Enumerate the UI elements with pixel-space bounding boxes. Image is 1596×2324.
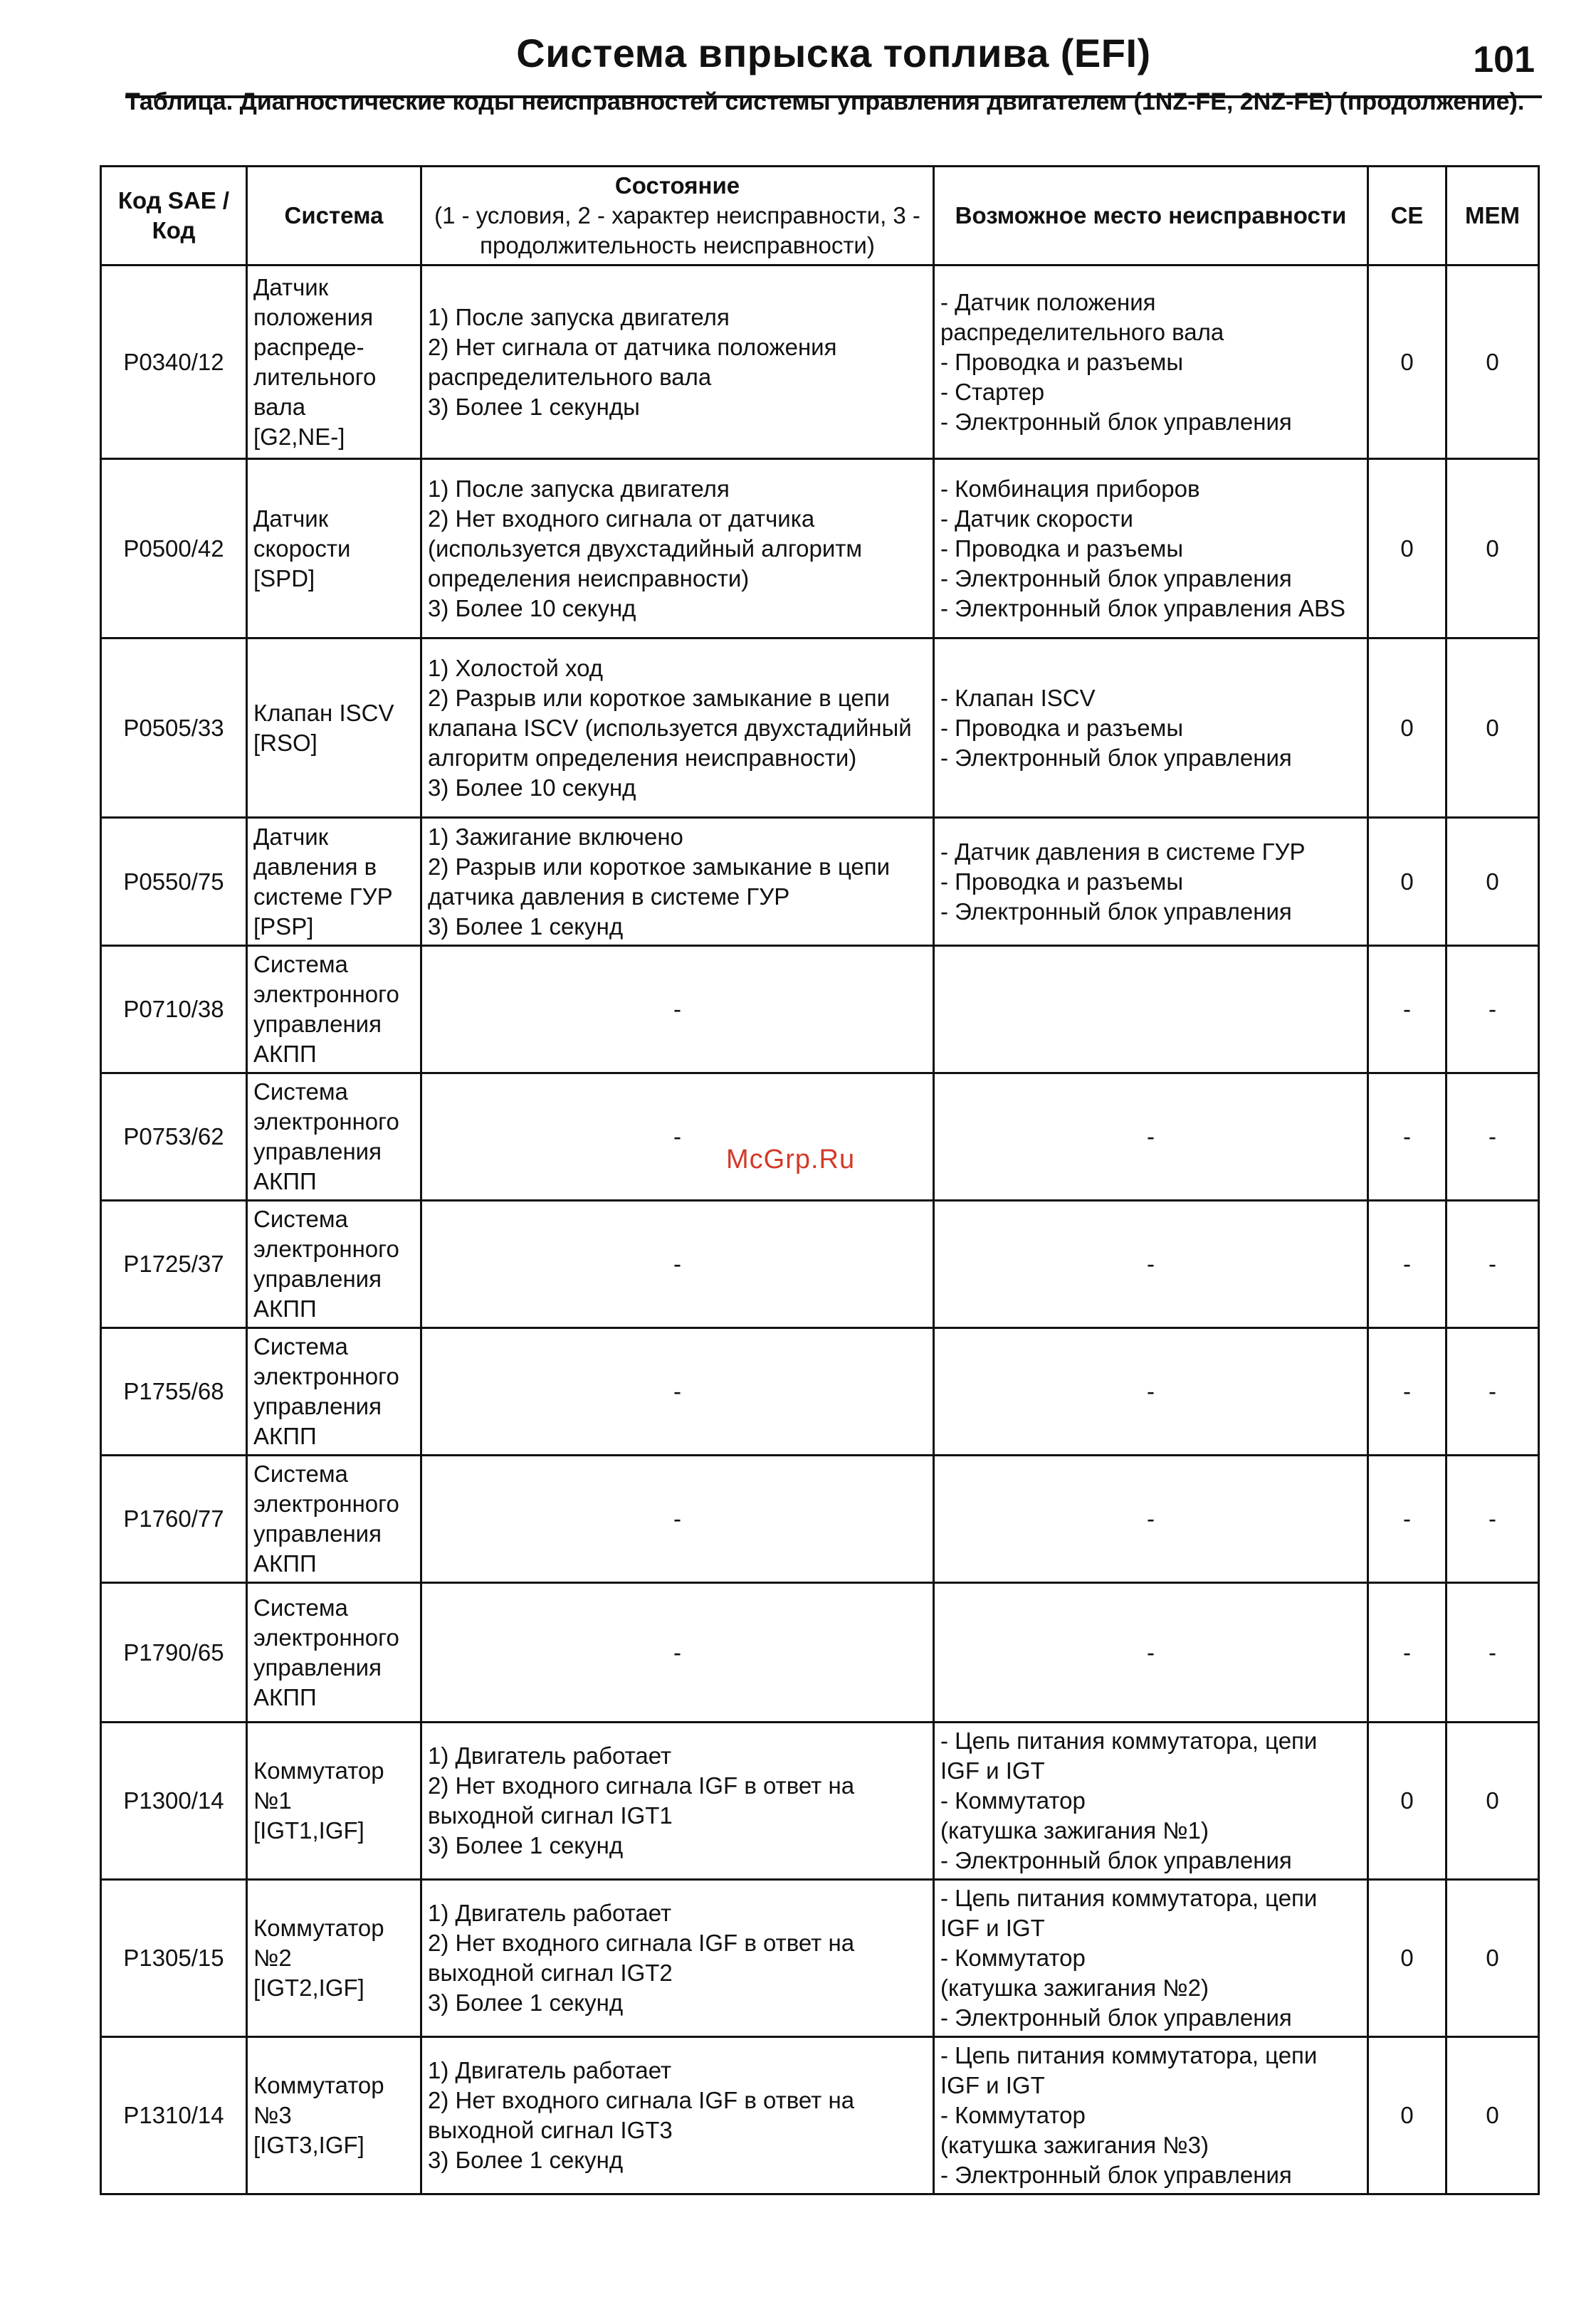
cell-system bbox=[247, 459, 421, 638]
cell-condition bbox=[421, 1880, 934, 2037]
cell-ce: - bbox=[1368, 1456, 1447, 1583]
cell-code: P1305/15 bbox=[101, 1880, 247, 2037]
cell-mem: 0 bbox=[1447, 638, 1539, 818]
cell-condition bbox=[421, 818, 934, 946]
system-line: Датчик bbox=[253, 505, 329, 532]
condition-line: - bbox=[673, 1123, 681, 1150]
place-line: - bbox=[1147, 1378, 1155, 1404]
system-line: Система bbox=[253, 1333, 348, 1360]
place-line: - Цепь питания коммутатора, цепи IGF и IGT bbox=[940, 2042, 1318, 2098]
condition-line: 1) Двигатель работает bbox=[428, 1900, 672, 1926]
place-line: - Коммутатор bbox=[940, 1945, 1086, 1971]
cell-condition bbox=[421, 459, 934, 638]
system-line: №2 bbox=[253, 1945, 292, 1971]
cell-system bbox=[247, 1073, 421, 1201]
cell-ce: 0 bbox=[1368, 1880, 1447, 2037]
system-line: лительного bbox=[253, 363, 377, 390]
place-line: - Цепь питания коммутатора, цепи IGF и IGT bbox=[940, 1728, 1318, 1784]
cell-condition bbox=[421, 1328, 934, 1456]
place-line: - Комбинация приборов bbox=[940, 475, 1200, 502]
condition-line: - bbox=[673, 1378, 681, 1404]
table-row bbox=[101, 1880, 1539, 2037]
system-line: Датчик bbox=[253, 823, 329, 850]
cell-system bbox=[247, 1583, 421, 1723]
system-line: АКПП bbox=[253, 1423, 317, 1449]
cell-code: P0500/42 bbox=[101, 459, 247, 638]
system-line: управления bbox=[253, 1520, 382, 1547]
cell-code: P1725/37 bbox=[101, 1201, 247, 1328]
cell-mem: 0 bbox=[1447, 1723, 1539, 1880]
condition-line: 2) Разрыв или короткое замыкание в цепи датчика давления в системе ГУР bbox=[428, 853, 891, 910]
place-line: - Электронный блок управления bbox=[940, 744, 1292, 771]
system-line: давления в bbox=[253, 853, 377, 880]
dtc-table bbox=[100, 165, 1540, 2195]
cell-system bbox=[247, 265, 421, 459]
cell-condition bbox=[421, 1073, 934, 1201]
place-line: - bbox=[1147, 1123, 1155, 1150]
cell-system bbox=[247, 818, 421, 946]
place-line: - Коммутатор bbox=[940, 2102, 1086, 2128]
page-number: 101 bbox=[1473, 39, 1535, 80]
cell-place bbox=[934, 1328, 1368, 1456]
condition-line: 3) Более 1 секунд bbox=[428, 913, 624, 940]
system-line: электронного bbox=[253, 1108, 399, 1135]
cell-place bbox=[934, 638, 1368, 818]
place-line: - Электронный блок управления ABS bbox=[940, 594, 1345, 621]
system-line: Коммутатор bbox=[253, 2072, 384, 2098]
table-row bbox=[101, 818, 1539, 946]
col-header-system: Система bbox=[247, 167, 421, 265]
cell-ce: - bbox=[1368, 1073, 1447, 1201]
cell-code: P0340/12 bbox=[101, 265, 247, 459]
system-line: электронного bbox=[253, 1624, 399, 1651]
system-line: Клапан ISCV bbox=[253, 699, 394, 726]
cell-system bbox=[247, 1328, 421, 1456]
place-line: - Клапан ISCV bbox=[940, 684, 1096, 711]
condition-line: 3) Более 1 секунд bbox=[428, 1989, 624, 2016]
cell-ce: 0 bbox=[1368, 818, 1447, 946]
table-row bbox=[101, 1328, 1539, 1456]
col-header-condition-sub: (1 - условия, 2 - характер неисправности, 3 - продолжительность неисправности) bbox=[434, 202, 920, 258]
cell-mem: - bbox=[1447, 946, 1539, 1073]
condition-line: - bbox=[673, 1251, 681, 1277]
condition-line: 3) Более 1 секунды bbox=[428, 393, 640, 420]
system-line: [IGT3,IGF] bbox=[253, 2132, 364, 2158]
place-line: - Проводка и разъемы bbox=[940, 348, 1184, 375]
system-line: электронного bbox=[253, 1490, 399, 1517]
cell-mem: - bbox=[1447, 1201, 1539, 1328]
cell-code: P1310/14 bbox=[101, 2037, 247, 2194]
cell-ce: 0 bbox=[1368, 265, 1447, 459]
place-line: - Датчик положения распределительного вала bbox=[940, 288, 1224, 345]
system-line: [SPD] bbox=[253, 564, 315, 591]
table-header-row bbox=[101, 167, 1539, 265]
place-line: - Цепь питания коммутатора, цепи IGF и IGT bbox=[940, 1885, 1318, 1941]
col-header-mem: MEM bbox=[1447, 167, 1539, 265]
cell-system bbox=[247, 1880, 421, 2037]
cell-condition bbox=[421, 1201, 934, 1328]
cell-mem: - bbox=[1447, 1456, 1539, 1583]
cell-system bbox=[247, 638, 421, 818]
dtc-table-wrapper bbox=[100, 165, 1538, 2195]
system-line: управления bbox=[253, 1393, 382, 1419]
col-header-code: Код SAE / Код bbox=[101, 167, 247, 265]
condition-line: 2) Нет входного сигнала IGF в ответ на выходной сигнал IGT1 bbox=[428, 1772, 855, 1829]
place-line: - Электронный блок управления bbox=[940, 898, 1292, 925]
system-line: Коммутатор bbox=[253, 1915, 384, 1941]
system-line: №1 bbox=[253, 1787, 292, 1814]
system-line: [IGT2,IGF] bbox=[253, 1975, 364, 2001]
condition-line: 2) Нет сигнала от датчика положения распределительного вала bbox=[428, 333, 837, 390]
cell-code: P0505/33 bbox=[101, 638, 247, 818]
condition-line: - bbox=[673, 1505, 681, 1532]
table-row bbox=[101, 1583, 1539, 1723]
system-line: управления bbox=[253, 1011, 382, 1037]
cell-mem: 0 bbox=[1447, 2037, 1539, 2194]
system-line: управления bbox=[253, 1653, 382, 1681]
col-header-place: Возможное место неисправности bbox=[934, 167, 1368, 265]
condition-line: 2) Разрыв или короткое замыкание в цепи клапана ISCV (используется двухстадийный алгоритм определения неисправности) bbox=[428, 684, 912, 771]
place-line: (катушка зажигания №3) bbox=[940, 2132, 1209, 2158]
place-line: (катушка зажигания №2) bbox=[940, 1975, 1209, 2001]
cell-place bbox=[934, 818, 1368, 946]
system-line: системе ГУР bbox=[253, 883, 393, 910]
condition-line: 3) Более 1 секунд bbox=[428, 1832, 624, 1858]
condition-line: 1) После запуска двигателя bbox=[428, 475, 730, 502]
cell-code: P1760/77 bbox=[101, 1456, 247, 1583]
condition-line: 1) Зажигание включено bbox=[428, 823, 683, 850]
table-row bbox=[101, 1073, 1539, 1201]
place-line: - Стартер bbox=[940, 378, 1045, 405]
cell-place bbox=[934, 1583, 1368, 1723]
cell-ce: - bbox=[1368, 1201, 1447, 1328]
cell-place bbox=[934, 1456, 1368, 1583]
cell-place bbox=[934, 1201, 1368, 1328]
place-line: - Электронный блок управления bbox=[940, 2162, 1292, 2188]
table-row bbox=[101, 265, 1539, 459]
cell-ce: - bbox=[1368, 946, 1447, 1073]
cell-place bbox=[934, 2037, 1368, 2194]
cell-ce: 0 bbox=[1368, 638, 1447, 818]
system-line: Система bbox=[253, 1078, 348, 1105]
place-line: - Электронный блок управления bbox=[940, 408, 1292, 435]
condition-line: 3) Более 10 секунд bbox=[428, 594, 636, 621]
cell-mem: - bbox=[1447, 1073, 1539, 1201]
cell-mem: 0 bbox=[1447, 1880, 1539, 2037]
condition-line: 1) Двигатель работает bbox=[428, 1742, 672, 1769]
system-line: АКПП bbox=[253, 1550, 317, 1577]
table-caption: Таблица. Диагностические коды неисправностей системы управления двигателем (1NZ-FE, 2NZ-FE) (продолжение). bbox=[125, 88, 1525, 115]
system-line: [RSO] bbox=[253, 729, 317, 756]
cell-place bbox=[934, 1073, 1368, 1201]
table-row bbox=[101, 946, 1539, 1073]
place-line: - bbox=[1147, 1639, 1155, 1666]
system-line: Система bbox=[253, 1594, 348, 1621]
cell-code: P0710/38 bbox=[101, 946, 247, 1073]
cell-ce: - bbox=[1368, 1328, 1447, 1456]
system-line: №3 bbox=[253, 2102, 292, 2128]
table-body bbox=[101, 265, 1539, 2194]
condition-line: - bbox=[673, 1639, 681, 1666]
cell-ce: 0 bbox=[1368, 1723, 1447, 1880]
cell-system bbox=[247, 1723, 421, 1880]
table-row bbox=[101, 459, 1539, 638]
condition-line: 2) Нет входного сигнала от датчика (используется двухстадийный алгоритм определения неисправности) bbox=[428, 505, 863, 591]
cell-system bbox=[247, 1456, 421, 1583]
condition-line: 3) Более 1 секунд bbox=[428, 2147, 624, 2173]
system-line: электронного bbox=[253, 981, 399, 1007]
place-line: - Электронный блок управления bbox=[940, 2004, 1292, 2031]
system-line: Коммутатор bbox=[253, 1757, 384, 1784]
system-line: Система bbox=[253, 1206, 348, 1232]
system-line: АКПП bbox=[253, 1295, 317, 1322]
condition-line: 1) Холостой ход bbox=[428, 654, 603, 681]
cell-place bbox=[934, 1880, 1368, 2037]
place-line: - Электронный блок управления bbox=[940, 1847, 1292, 1873]
cell-ce: 0 bbox=[1368, 459, 1447, 638]
cell-ce: 0 bbox=[1368, 2037, 1447, 2194]
condition-line: 2) Нет входного сигнала IGF в ответ на выходной сигнал IGT2 bbox=[428, 1930, 855, 1986]
table-row bbox=[101, 2037, 1539, 2194]
cell-system bbox=[247, 946, 421, 1073]
table-row bbox=[101, 1723, 1539, 1880]
condition-line: 1) После запуска двигателя bbox=[428, 303, 730, 330]
system-line: АКПП bbox=[253, 1683, 317, 1710]
cell-code: P0753/62 bbox=[101, 1073, 247, 1201]
place-line: - Датчик давления в системе ГУР bbox=[940, 838, 1306, 865]
cell-system bbox=[247, 1201, 421, 1328]
system-line: электронного bbox=[253, 1236, 399, 1262]
place-line: - Проводка и разъемы bbox=[940, 714, 1184, 741]
system-line: Система bbox=[253, 1461, 348, 1487]
system-line: электронного bbox=[253, 1363, 399, 1389]
condition-line: - bbox=[673, 996, 681, 1022]
place-line: - bbox=[1147, 1505, 1155, 1532]
cell-code: P1300/14 bbox=[101, 1723, 247, 1880]
cell-condition bbox=[421, 1723, 934, 1880]
page-title: Система впрыска топлива (EFI) bbox=[516, 31, 1151, 75]
system-line: [IGT1,IGF] bbox=[253, 1817, 364, 1844]
system-line: скорости bbox=[253, 535, 351, 562]
condition-line: 1) Двигатель работает bbox=[428, 2057, 672, 2083]
cell-ce: - bbox=[1368, 1583, 1447, 1723]
cell-code: P1790/65 bbox=[101, 1583, 247, 1723]
cell-mem: 0 bbox=[1447, 265, 1539, 459]
system-line: управления bbox=[253, 1138, 382, 1164]
place-line: - Проводка и разъемы bbox=[940, 535, 1184, 562]
place-line: - Коммутатор bbox=[940, 1787, 1086, 1814]
place-line: (катушка зажигания №1) bbox=[940, 1817, 1209, 1844]
system-line: вала bbox=[253, 393, 306, 420]
place-line: - Электронный блок управления bbox=[940, 564, 1292, 591]
condition-line: 2) Нет входного сигнала IGF в ответ на выходной сигнал IGT3 bbox=[428, 2087, 855, 2143]
table-row bbox=[101, 638, 1539, 818]
col-header-ce: CE bbox=[1368, 167, 1447, 265]
cell-condition bbox=[421, 638, 934, 818]
col-header-condition-title: Состояние bbox=[614, 172, 740, 199]
system-line: управления bbox=[253, 1266, 382, 1292]
place-line: - bbox=[1147, 1251, 1155, 1277]
condition-line: 3) Более 10 секунд bbox=[428, 774, 636, 801]
cell-condition bbox=[421, 1456, 934, 1583]
cell-condition bbox=[421, 1583, 934, 1723]
table-row bbox=[101, 1456, 1539, 1583]
cell-place bbox=[934, 1723, 1368, 1880]
system-line: [PSP] bbox=[253, 913, 314, 940]
system-line: АКПП bbox=[253, 1041, 317, 1067]
cell-place bbox=[934, 265, 1368, 459]
system-line: [G2,NE-] bbox=[253, 423, 345, 450]
system-line: Датчик bbox=[253, 273, 329, 300]
col-header-condition bbox=[421, 167, 934, 265]
cell-condition bbox=[421, 265, 934, 459]
cell-place bbox=[934, 459, 1368, 638]
cell-mem: - bbox=[1447, 1328, 1539, 1456]
cell-code: P1755/68 bbox=[101, 1328, 247, 1456]
cell-condition bbox=[421, 946, 934, 1073]
cell-mem: - bbox=[1447, 1583, 1539, 1723]
system-line: положения bbox=[253, 303, 374, 330]
cell-system bbox=[247, 2037, 421, 2194]
cell-mem: 0 bbox=[1447, 459, 1539, 638]
place-line: - Проводка и разъемы bbox=[940, 868, 1184, 895]
system-line: распреде- bbox=[253, 333, 364, 360]
cell-place bbox=[934, 946, 1368, 1073]
system-line: АКПП bbox=[253, 1168, 317, 1194]
watermark-text: McGrp.Ru bbox=[726, 1145, 856, 1174]
cell-code: P0550/75 bbox=[101, 818, 247, 946]
cell-mem: 0 bbox=[1447, 818, 1539, 946]
table-row bbox=[101, 1201, 1539, 1328]
cell-condition bbox=[421, 2037, 934, 2194]
system-line: Система bbox=[253, 951, 348, 977]
place-line: - Датчик скорости bbox=[940, 505, 1133, 532]
